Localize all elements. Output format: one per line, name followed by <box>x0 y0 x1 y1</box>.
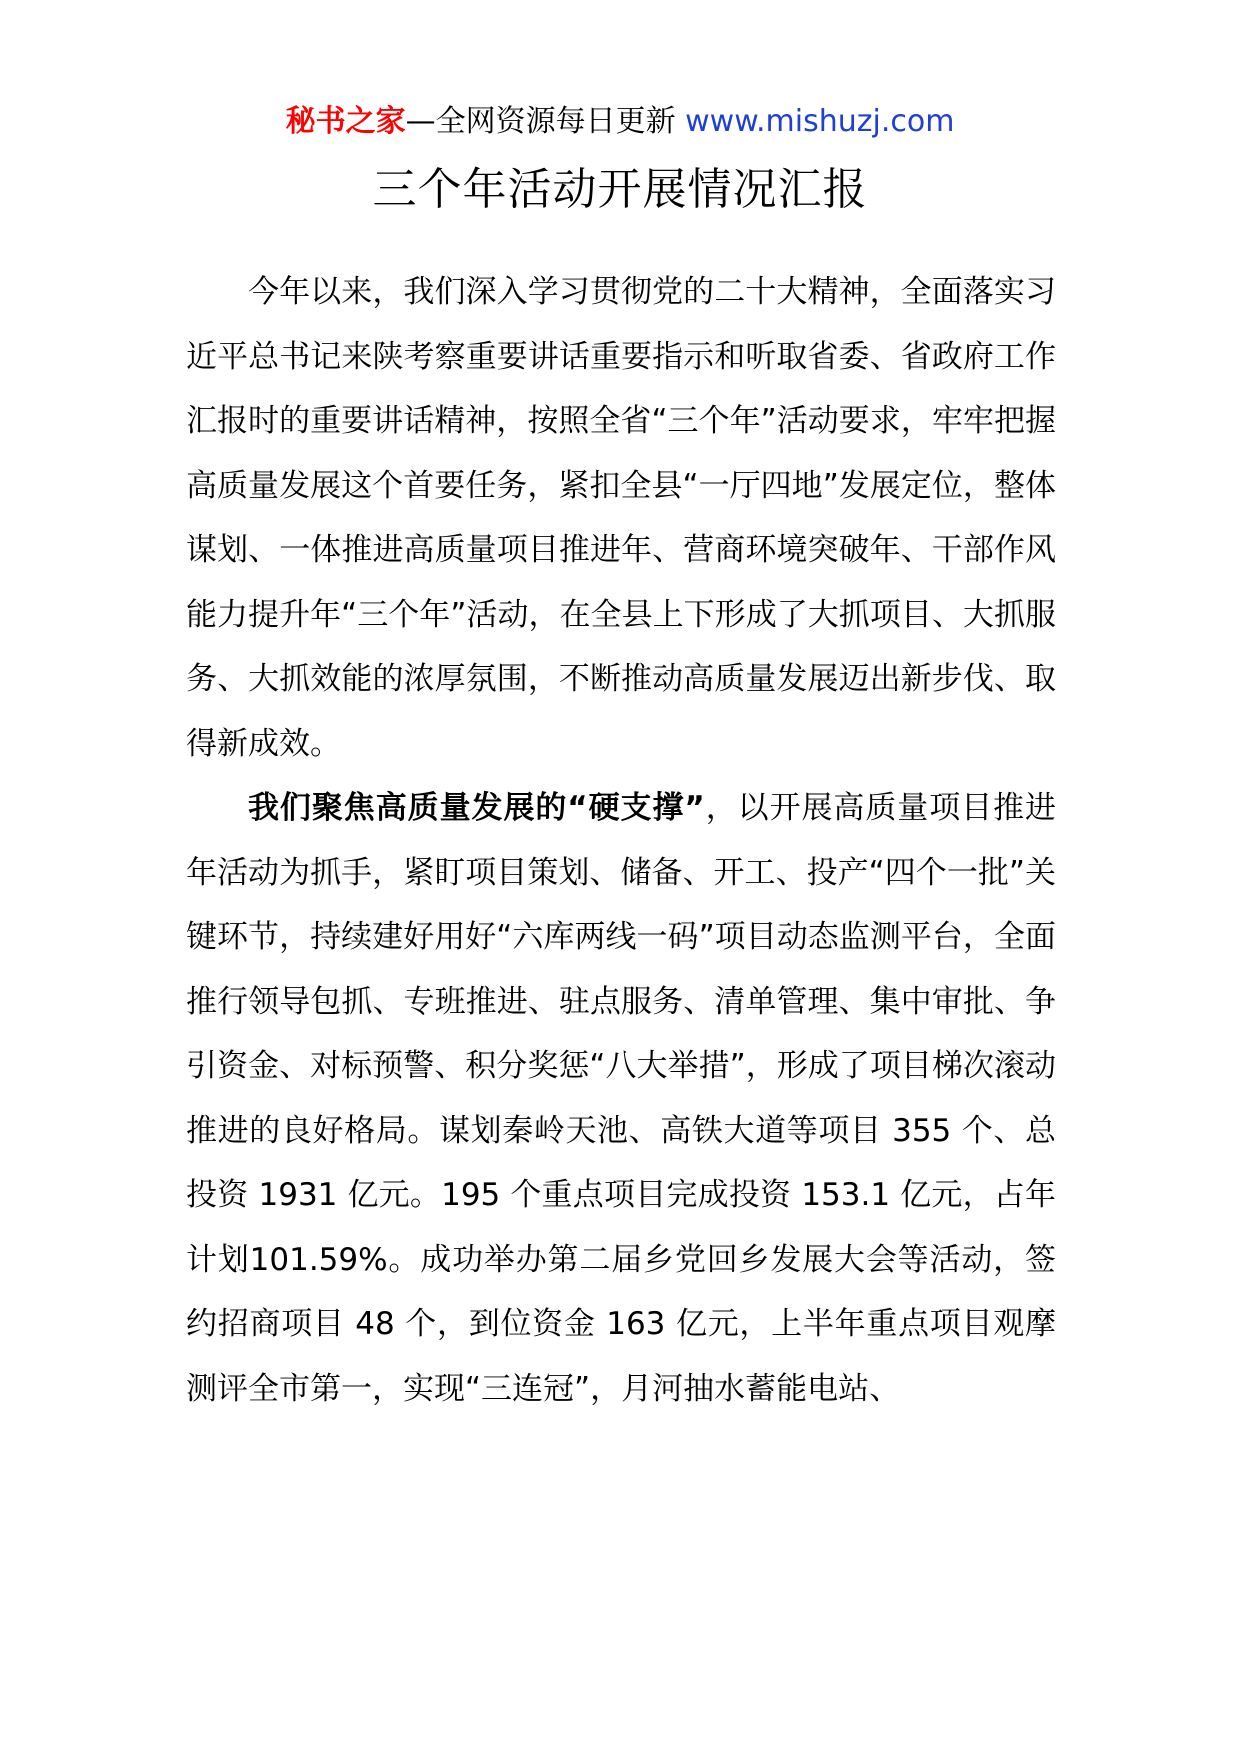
paragraph-text: ，以开展高质量项目推进年活动为抓手，紧盯项目策划、储备、开工、投产“四个一批”关键环节，持续建好用好“六库两线一码”项目动态监测平台，全面推行领导包抓、专班推进、驻点服务、清单管理、集中审批、争引资金、对标预警、积分奖惩“八大举措”，形成了项目梯次滚动推进的良好格局。谋划秦岭天池、高铁大道等项目 355 个、总投资 1931 亿元。195 个重点项目完成投资 153.1 亿元，占年计划101.59%。成功举办第二届乡党回乡发展大会等活动，签约招商项目 48 个，到位资金 163 亿元，上半年重点项目观摩测评全市第一，实现“三连冠”，月河抽水蓄能电站、 <box>186 790 1057 1407</box>
site-header <box>0 102 1240 142</box>
site-tagline: —全网资源每日更新 <box>405 104 686 139</box>
document-title: 三个年活动开展情况汇报 <box>372 164 868 215</box>
body-paragraph-2 <box>186 776 1056 1421</box>
body-paragraph-1 <box>186 260 1056 776</box>
paragraph-text: 今年以来，我们深入学习贯彻党的二十大精神，全面落实习近平总书记来陕考察重要讲话重要指示和听取省委、省政府工作汇报时的重要讲话精神，按照全省“三个年”活动要求，牢牢把握高质量发展这个首要任务，紧扣全县“一厅四地”发展定位，整体谋划、一体推进高质量项目推进年、营商环境突破年、干部作风能力提升年“三个年”活动，在全县上下形成了大抓项目、大抓服务、大抓效能的浓厚氛围，不断推动高质量发展迈出新步伐、取得新成效。 <box>186 274 1056 762</box>
site-url-link[interactable]: www.mishuzj.com <box>685 104 955 139</box>
site-brand: 秘书之家 <box>285 104 406 139</box>
document-body <box>186 260 1056 1421</box>
paragraph-lead: 我们聚焦高质量发展的“硬支撑” <box>248 790 705 826</box>
